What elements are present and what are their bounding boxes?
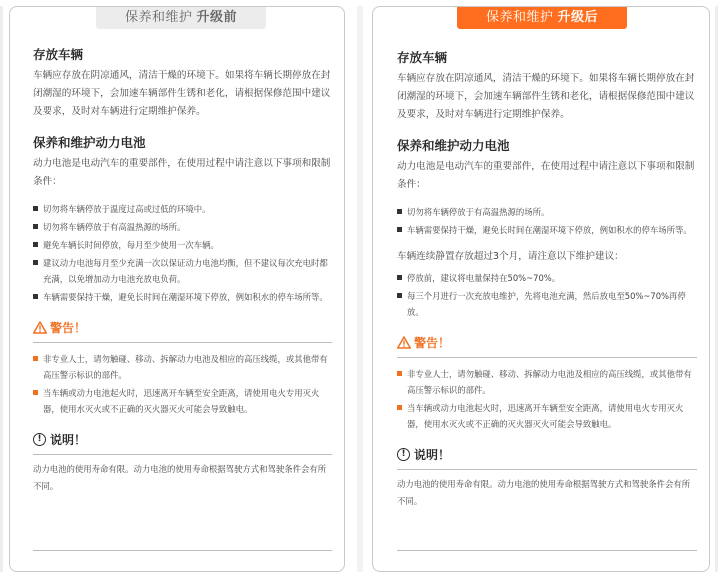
after-content bbox=[397, 48, 697, 510]
note-heading bbox=[397, 446, 697, 463]
list-item-text: 建议动力电池每月至少充满一次以保证动力电池均衡，但不建议每次充电时都充满，以免增加动力电池充放电负荷。 bbox=[43, 258, 328, 284]
after-banner bbox=[457, 7, 627, 29]
square-bullet-icon bbox=[397, 371, 402, 376]
battery-title: 保养和维护动力电池 bbox=[397, 138, 510, 153]
warning-title: 警告！ bbox=[414, 336, 451, 350]
list-item-text: 避免车辆长时间停放，每月至少使用一次车辆。 bbox=[43, 240, 219, 250]
left-edge-strip bbox=[0, 6, 3, 572]
list-item bbox=[397, 204, 697, 220]
warning-triangle-icon bbox=[397, 336, 411, 349]
list-item-text: 切勿将车辆停放于有高温热源的场所。 bbox=[43, 222, 186, 232]
center-gutter bbox=[357, 6, 363, 572]
storage-text: 车辆应存放在阴凉通风，清洁干燥的环境下。如果将车辆长期停放在封闭潮湿的环境下，会加速车辆部件生锈和老化，请根据保修范围中建议及要求，及时对车辆进行定期维护保养。 bbox=[397, 73, 695, 120]
list-item bbox=[397, 222, 697, 238]
storage-text: 车辆应存放在阴凉通风，清洁干燥的环境下。如果将车辆长期停放在封闭潮湿的环境下，会加速车辆部件生锈和老化，请根据保修范围中建议及要求，及时对车辆进行定期维护保养。 bbox=[33, 70, 331, 117]
right-edge-strip bbox=[715, 6, 718, 572]
battery-text: 动力电池是电动汽车的重要部件，在使用过程中请注意以下事项和限制条件： bbox=[397, 161, 695, 190]
banner-text: 保养和维护 bbox=[124, 10, 193, 25]
warning-title: 警告！ bbox=[50, 321, 87, 335]
list-item bbox=[33, 219, 332, 235]
battery-list bbox=[397, 204, 697, 238]
list-item-text: 当车辆或动力电池起火时，迅速离开车辆至安全距离，请使用电火专用灭火器，使用水灭火或不正确的灭火器灭火可能会导致触电。 bbox=[43, 388, 320, 414]
list-item-text: 停放前，建议将电量保持在50%~70%。 bbox=[407, 273, 561, 283]
storage-title: 存放车辆 bbox=[33, 47, 84, 62]
warning-heading bbox=[397, 334, 697, 351]
warning-list bbox=[33, 351, 332, 417]
exclamation-circle-icon: ! bbox=[397, 448, 410, 461]
warning-list bbox=[397, 366, 697, 432]
square-bullet-icon bbox=[397, 209, 402, 214]
battery-list bbox=[33, 201, 332, 305]
before-banner bbox=[96, 7, 266, 29]
list-item bbox=[397, 288, 697, 320]
square-bullet-icon bbox=[397, 405, 402, 410]
warning-heading bbox=[33, 319, 332, 336]
list-item-text: 切勿将车辆停放于温度过高或过低的环境中。 bbox=[43, 204, 211, 214]
square-bullet-icon bbox=[33, 224, 38, 229]
divider bbox=[33, 454, 332, 455]
square-bullet-icon bbox=[33, 242, 38, 247]
banner-text: 保养和维护 bbox=[485, 10, 554, 25]
square-bullet-icon bbox=[33, 260, 38, 265]
divider bbox=[397, 357, 697, 358]
note-title: 说明！ bbox=[50, 433, 87, 447]
list-item-text: 当车辆或动力电池起火时，迅速离开车辆至安全距离，请使用电火专用灭火器，使用水灭火或不正确的灭火器灭火可能会导致触电。 bbox=[407, 403, 684, 429]
square-bullet-icon bbox=[397, 275, 402, 280]
storage-title: 存放车辆 bbox=[397, 50, 448, 65]
parking-text: 车辆连续静置存放超过3个月，请注意以下维护建议： bbox=[397, 251, 624, 262]
note-title: 说明！ bbox=[414, 448, 451, 462]
list-item bbox=[33, 385, 332, 417]
warning-triangle-icon bbox=[33, 321, 47, 334]
divider bbox=[397, 469, 697, 470]
note-text: 动力电池的使用寿命有限。动力电池的使用寿命根据驾驶方式和驾驶条件会有所不同。 bbox=[397, 479, 691, 506]
list-item bbox=[397, 400, 697, 432]
battery-title: 保养和维护动力电池 bbox=[33, 135, 146, 150]
square-bullet-icon bbox=[397, 293, 402, 298]
square-bullet-icon bbox=[33, 390, 38, 395]
square-bullet-icon bbox=[33, 206, 38, 211]
list-item bbox=[33, 201, 332, 217]
divider bbox=[33, 550, 332, 551]
list-item-text: 切勿将车辆停放于有高温热源的场所。 bbox=[407, 207, 550, 217]
list-item-text: 非专业人士，请勿触碰、移动、拆解动力电池及相应的高压线缆，或其他带有高压警示标识的部件。 bbox=[43, 354, 328, 380]
list-item bbox=[33, 255, 332, 287]
list-item bbox=[397, 270, 697, 286]
list-item-text: 每三个月进行一次充放电维护，先将电池充满，然后放电至50%~70%再停放。 bbox=[407, 291, 686, 317]
list-item bbox=[33, 237, 332, 253]
before-content bbox=[33, 45, 332, 495]
exclamation-circle-icon: ! bbox=[33, 433, 46, 446]
list-item bbox=[33, 289, 332, 305]
banner-strong: 升级后 bbox=[557, 10, 599, 25]
after-panel bbox=[372, 6, 710, 572]
battery-text: 动力电池是电动汽车的重要部件，在使用过程中请注意以下事项和限制条件： bbox=[33, 158, 331, 187]
divider bbox=[33, 342, 332, 343]
parking-list bbox=[397, 270, 697, 320]
before-panel bbox=[9, 6, 345, 572]
list-item-text: 车辆需要保持干燥，避免长时间在潮湿环境下停放，例如积水的停车场所等。 bbox=[407, 225, 692, 235]
list-item-text: 车辆需要保持干燥，避免长时间在潮湿环境下停放，例如积水的停车场所等。 bbox=[43, 292, 328, 302]
square-bullet-icon bbox=[397, 227, 402, 232]
list-item-text: 非专业人士，请勿触碰、移动、拆解动力电池及相应的高压线缆，或其他带有高压警示标识的部件。 bbox=[407, 369, 692, 395]
list-item bbox=[397, 366, 697, 398]
note-text: 动力电池的使用寿命有限。动力电池的使用寿命根据驾驶方式和驾驶条件会有所不同。 bbox=[33, 464, 327, 491]
square-bullet-icon bbox=[33, 356, 38, 361]
divider bbox=[397, 550, 697, 551]
list-item bbox=[33, 351, 332, 383]
banner-strong: 升级前 bbox=[196, 10, 238, 25]
square-bullet-icon bbox=[33, 294, 38, 299]
note-heading bbox=[33, 431, 332, 448]
